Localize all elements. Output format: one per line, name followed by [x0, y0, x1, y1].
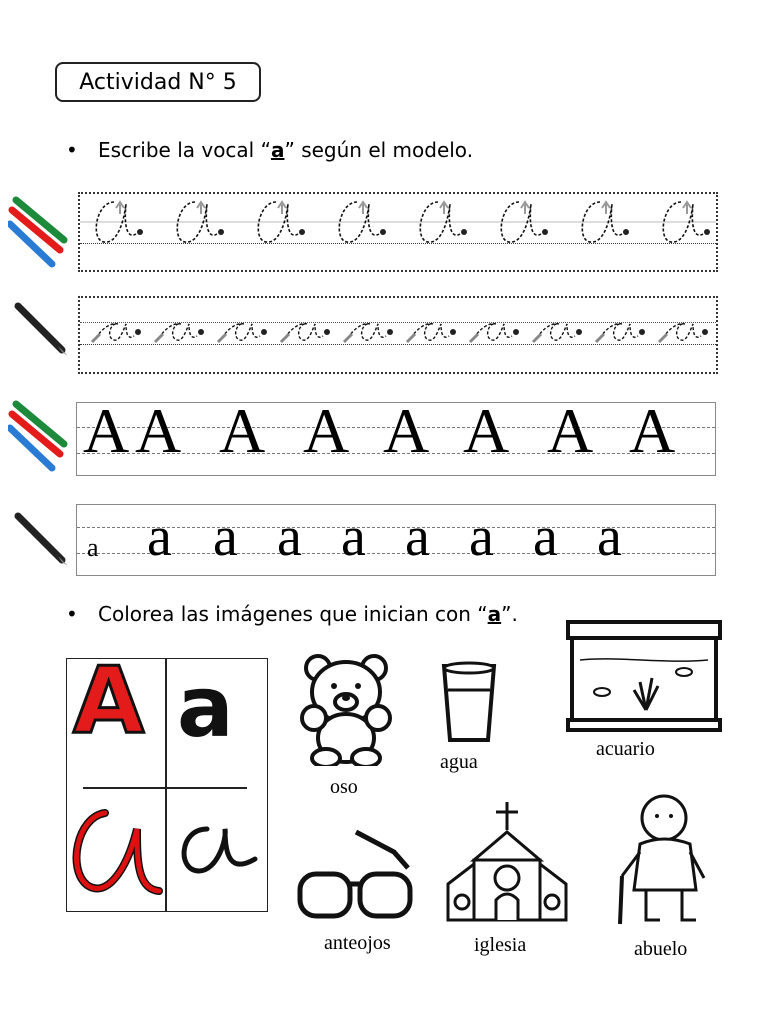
cursive-a-trace-small [533, 324, 582, 342]
colored-pencils-icon [8, 396, 72, 474]
letter-A: A [135, 395, 182, 466]
cursive-a-trace [177, 202, 224, 242]
letter-a: a [147, 506, 172, 568]
instruction-1-letter: a [270, 138, 285, 162]
letter-card [66, 647, 268, 912]
church-icon [444, 800, 570, 924]
label-iglesia: iglesia [474, 934, 527, 956]
tracing-row-1 [78, 192, 718, 272]
colored-pencils-icon [8, 192, 72, 270]
instruction-2: • Colorea las imágenes que inician con “a”. [66, 602, 518, 626]
letter-a: a [213, 506, 238, 568]
model-letter-a: a [87, 533, 99, 562]
cursive-a-trace-small [659, 324, 708, 342]
tracing-letters [80, 194, 716, 246]
uppercase-a-red: A [73, 647, 145, 754]
cursive-a-trace-small [92, 324, 141, 342]
cursive-a-trace-small [155, 324, 204, 342]
aquarium-icon [566, 620, 722, 732]
letter-A: A [629, 395, 676, 466]
activity-title-box [55, 62, 261, 102]
cursive-a-trace [501, 202, 548, 242]
label-abuelo: abuelo [634, 938, 688, 960]
eyeglasses-icon [296, 828, 414, 924]
cursive-a-illustrations [67, 799, 267, 909]
cursive-a-trace-small [281, 324, 330, 342]
bullet-icon: • [66, 602, 78, 626]
label-agua: agua [440, 751, 478, 773]
letter-A: A [83, 395, 130, 466]
letter-a: a [469, 506, 494, 568]
cursive-a-trace [582, 202, 629, 242]
instruction-2-letter: a [487, 602, 502, 626]
letter-a: a [533, 506, 558, 568]
label-acuario: acuario [596, 738, 655, 760]
lowercase-a-black: a [177, 658, 234, 756]
letter-a: a [341, 506, 366, 568]
cursive-a-trace-small [218, 324, 267, 342]
cursive-a-trace [339, 202, 386, 242]
tracing-row-2 [78, 296, 718, 374]
label-oso: oso [330, 776, 358, 798]
lowercase-row [76, 504, 716, 576]
letter-a: a [597, 506, 622, 568]
divider [83, 787, 247, 789]
letter-A: A [463, 395, 510, 466]
letter-a: a [277, 506, 302, 568]
cursive-a-trace-small [344, 324, 393, 342]
bear-icon [296, 652, 396, 766]
activity-title: Actividad N° 5 [79, 69, 237, 95]
pencil-icon [12, 300, 72, 360]
cursive-a-trace [420, 202, 467, 242]
instruction-1: • Escribe la vocal “a” según el modelo. [66, 138, 474, 162]
letter-A: A [219, 395, 266, 466]
uppercase-row [76, 395, 716, 476]
cursive-a-trace [663, 202, 710, 242]
pencil-icon [12, 510, 72, 570]
grandfather-icon [612, 792, 712, 928]
cursive-a-trace-small [470, 324, 519, 342]
bullet-icon: • [66, 138, 78, 162]
letter-A: A [383, 395, 430, 466]
letter-A: A [303, 395, 350, 466]
tracing-letters-small [80, 316, 716, 350]
label-anteojos: anteojos [324, 932, 391, 954]
letter-A: A [547, 395, 594, 466]
cursive-a-trace-small [596, 324, 645, 342]
water-glass-icon [440, 660, 498, 744]
letter-a: a [405, 506, 430, 568]
cursive-a-trace [258, 202, 305, 242]
cursive-a-trace-small [407, 324, 456, 342]
cursive-a-trace [96, 202, 143, 242]
